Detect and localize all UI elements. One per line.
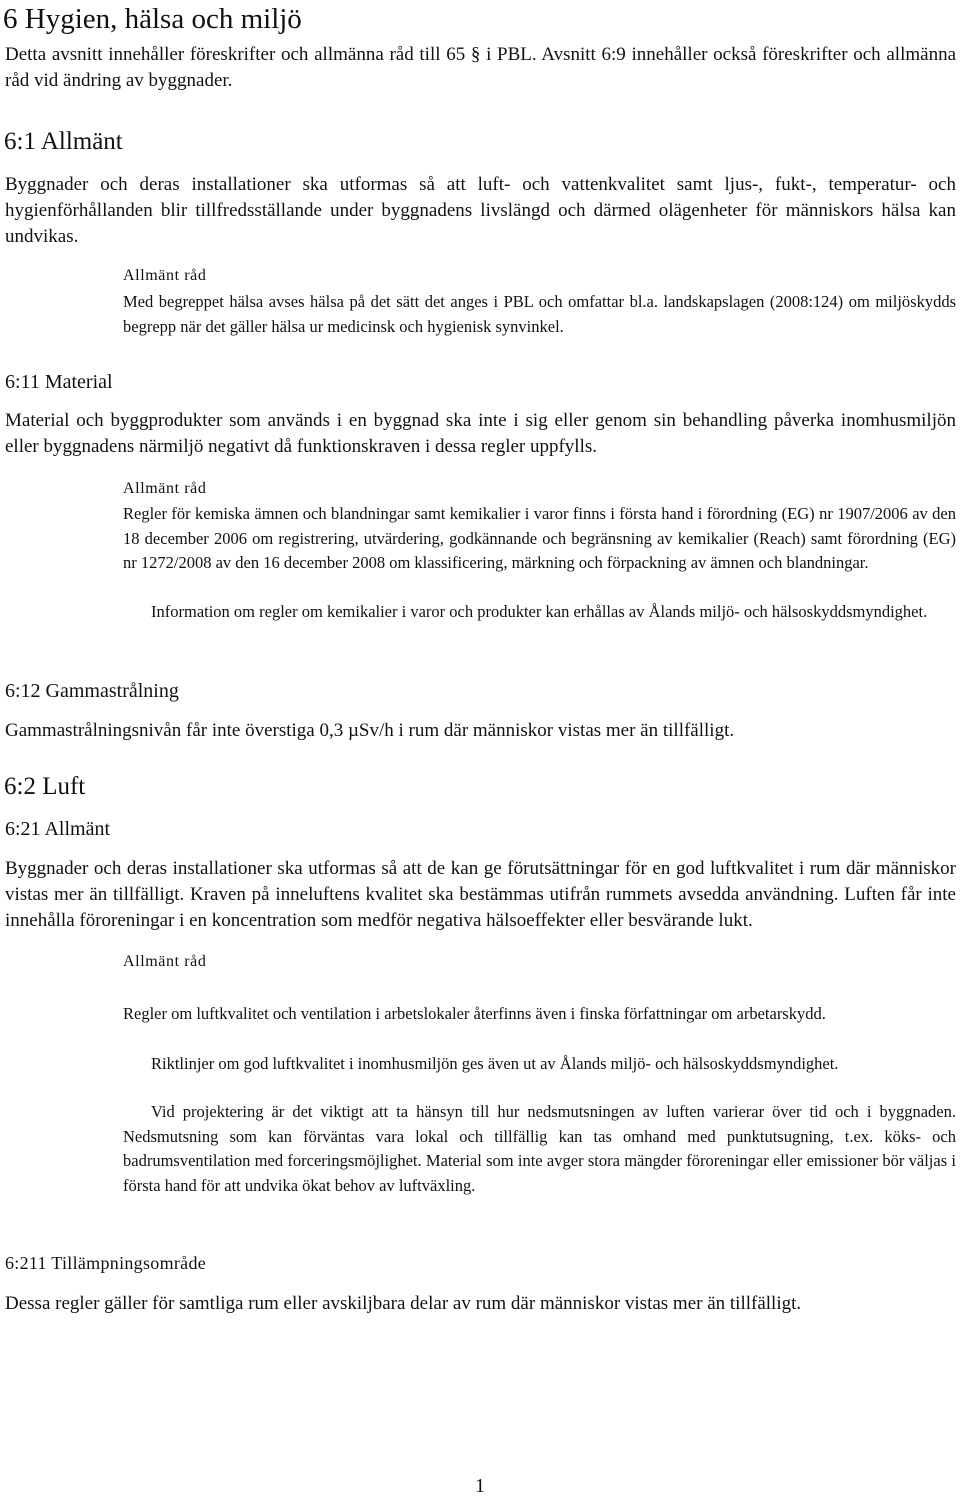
section-6-1-title: 6:1 Allmänt (4, 128, 123, 155)
section-6-21-advice-3: Vid projektering är det viktigt att ta hänsyn till hur nedsmutsningen av luften varierar över tid och i byggnaden. Nedsmutsning som kan förväntas vara lokal och tillfällig kan tas omhand med punktutsugning, t.ex. köks- och badrumsventilation med forceringsmöjlighet. Material som inte avger stora mängder föroreningar eller emissioner bör väljas i första hand för att undvika ökat behov av luftväxling. (123, 1102, 956, 1195)
section-6-21-body: Byggnader och deras installationer ska utformas så att de kan ge förutsättningar för en god luftkvalitet i rum där människor vistas mer än tillfälligt. Kraven på inneluftens kvalitet ska bestämmas utifrån rummets avsedda användning. Luften får inte innehålla föroreningar i en koncentration som medför negativa hälsoeffekter eller besvärande lukt. (5, 858, 956, 931)
section-6-11-advice-1: Regler för kemiska ämnen och blandningar samt kemikalier i varor finns i första hand i förordning (EG) nr 1907/2006 av den 18 december 2006 om registrering, utvärdering, godkännande och begränsning av kemikalier (Reach) samt förordning (EG) nr 1272/2008 av den 16 december 2008 om klassificering, märkning och förpackning av ämnen och blandningar. (123, 504, 956, 572)
section-6-11-title: 6:11 Material (5, 371, 113, 393)
section-6-211-title: 6:211 Tillämpningsområde (5, 1253, 207, 1273)
section-6-11-advice-2: Information om regler om kemikalier i varor och produkter kan erhållas av Ålands miljö- och hälsoskyddsmyndighet. (151, 602, 928, 621)
section-6-1-advice-heading: Allmänt råd (123, 267, 207, 284)
section-6-12-title: 6:12 Gammastrålning (5, 680, 179, 702)
section-6-11-body: Material och byggprodukter som används i en byggnad ska inte i sig eller genom sin behandling påverka inomhusmiljön eller byggnadens närmiljö negativt då funktionskraven i dessa regler uppfylls. (5, 410, 956, 457)
section-6-2-title: 6:2 Luft (4, 773, 86, 800)
chapter-title: 6 Hygien, hälsa och miljö (3, 3, 302, 35)
section-6-1-body: Byggnader och deras installationer ska utformas så att luft- och vattenkvalitet samt ljus-, fukt-, temperatur- och hygienförhållanden blir tillfredsställande under byggnadens livslängd och därmed olägenheter för människors hälsa kan undvikas. (5, 174, 956, 247)
section-6-21-advice-2: Riktlinjer om god luftkvalitet i inomhusmiljön ges även ut av Ålands miljö- och hälsoskyddsmyndighet. (151, 1054, 839, 1073)
section-6-211-body: Dessa regler gäller för samtliga rum eller avskiljbara delar av rum där människor vistas mer än tillfälligt. (5, 1293, 802, 1314)
section-6-21-title: 6:21 Allmänt (5, 818, 110, 840)
chapter-intro: Detta avsnitt innehåller föreskrifter och allmänna råd till 65 § i PBL. Avsnitt 6:9 innehåller också föreskrifter och allmänna råd vid ändring av byggnader. (5, 44, 956, 91)
section-6-21-advice-1: Regler om luftkvalitet och ventilation i arbetslokaler återfinns även i finska författningar om arbetarskydd. (123, 1004, 826, 1023)
section-6-21-advice-heading: Allmänt råd (123, 953, 207, 970)
section-6-12-body: Gammastrålningsnivån får inte överstiga 0,3 µSv/h i rum där människor vistas mer än tillfälligt. (5, 720, 735, 741)
section-6-1-advice: Med begreppet hälsa avses hälsa på det sätt det anges i PBL och omfattar bl.a. landskapslagen (2008:124) om miljöskydds begrepp när det gäller hälsa ur medicinsk och hygienisk synvinkel. (123, 292, 956, 336)
page-number: 1 (475, 1475, 485, 1497)
section-6-11-advice-heading: Allmänt råd (123, 480, 207, 497)
